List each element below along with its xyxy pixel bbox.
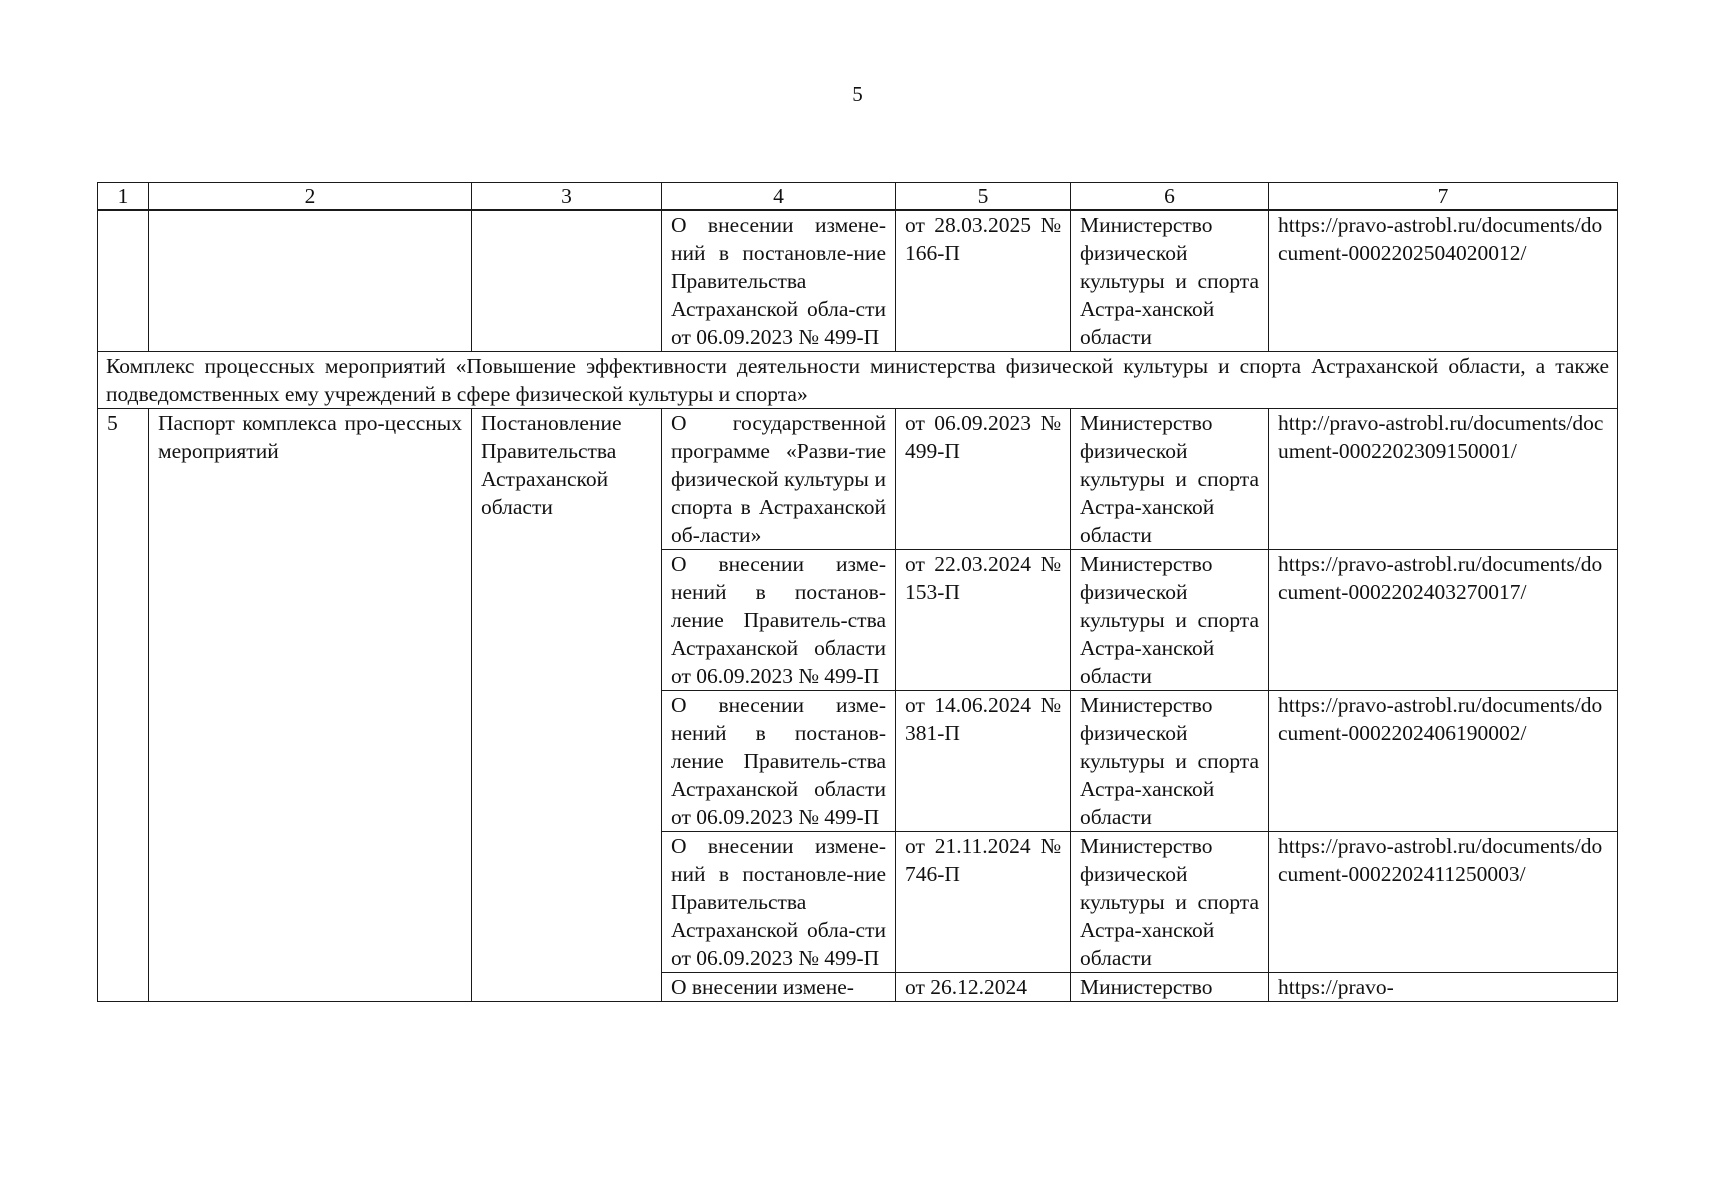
doc-title-cell: О внесении измене- (662, 973, 896, 1002)
responsible-cell: Министерство физической культуры и спорта Астра-ханской области (1071, 210, 1269, 352)
column-header: 2 (149, 183, 472, 211)
doc-type-cell: Постановление Правительства Астраханской области (472, 409, 662, 1002)
program-name-cell (149, 210, 472, 352)
doc-date-number-cell: от 14.06.2024 № 381-П (896, 691, 1071, 832)
doc-url-cell[interactable]: https://pravo-astrobl.ru/documents/document-0002202406190002/ (1269, 691, 1618, 832)
doc-url-cell[interactable]: https://pravo-astrobl.ru/documents/document-0002202504020012/ (1269, 210, 1618, 352)
doc-date-number-cell: от 22.03.2024 № 153-П (896, 550, 1071, 691)
program-name-cell: Паспорт комплекса про-цессных мероприятий (149, 409, 472, 1002)
doc-date-number-cell: от 28.03.2025 № 166-П (896, 210, 1071, 352)
responsible-cell: Министерство физической культуры и спорта Астра-ханской области (1071, 409, 1269, 550)
section-title: Комплекс процессных мероприятий «Повышение эффективности деятельности министерства физической культуры и спорта Астраханской области, а также подведомственных ему учреждений в сфере физической культуры и спорта» (98, 352, 1618, 409)
doc-title-cell: О внесении измене-ний в постановле-ние Правительства Астраханской обла-сти от 06.09.2023 № 499-П (662, 832, 896, 973)
doc-date-number-cell: от 06.09.2023 № 499-П (896, 409, 1071, 550)
doc-url-cell[interactable]: https://pravo- (1269, 973, 1618, 1002)
section-row (98, 352, 1618, 409)
doc-type-cell (472, 210, 662, 352)
doc-url-cell[interactable]: https://pravo-astrobl.ru/documents/document-0002202403270017/ (1269, 550, 1618, 691)
doc-title-cell: О внесении изме-нений в постанов-ление Правитель-ства Астраханской области от 06.09.2023 № 499-П (662, 691, 896, 832)
doc-title-cell: О внесении изме-нений в постанов-ление Правитель-ства Астраханской области от 06.09.2023 № 499-П (662, 550, 896, 691)
doc-url-cell[interactable]: https://pravo-astrobl.ru/documents/document-0002202411250003/ (1269, 832, 1618, 973)
documents-table (97, 182, 1618, 1002)
table-row (98, 409, 1618, 550)
doc-date-number-cell: от 26.12.2024 (896, 973, 1071, 1002)
page-number: 5 (852, 82, 863, 106)
column-header: 4 (662, 183, 896, 211)
column-number-row (98, 183, 1618, 211)
doc-url-cell[interactable]: http://pravo-astrobl.ru/documents/document-0002202309150001/ (1269, 409, 1618, 550)
table-row (98, 210, 1618, 352)
doc-date-number-cell: от 21.11.2024 № 746-П (896, 832, 1071, 973)
responsible-cell: Министерство физической культуры и спорта Астра-ханской области (1071, 691, 1269, 832)
responsible-cell: Министерство физической культуры и спорта Астра-ханской области (1071, 550, 1269, 691)
doc-title-cell: О внесении измене-ний в постановле-ние Правительства Астраханской обла-сти от 06.09.2023 № 499-П (662, 210, 896, 352)
row-number-cell: 5 (98, 409, 149, 1002)
column-header: 1 (98, 183, 149, 211)
row-number-cell (98, 210, 149, 352)
responsible-cell: Министерство физической культуры и спорта Астра-ханской области (1071, 832, 1269, 973)
column-header: 5 (896, 183, 1071, 211)
doc-title-cell: О государственной программе «Разви-тие физической культуры и спорта в Астраханской об-ласти» (662, 409, 896, 550)
column-header: 3 (472, 183, 662, 211)
responsible-cell: Министерство (1071, 973, 1269, 1002)
column-header: 7 (1269, 183, 1618, 211)
column-header: 6 (1071, 183, 1269, 211)
